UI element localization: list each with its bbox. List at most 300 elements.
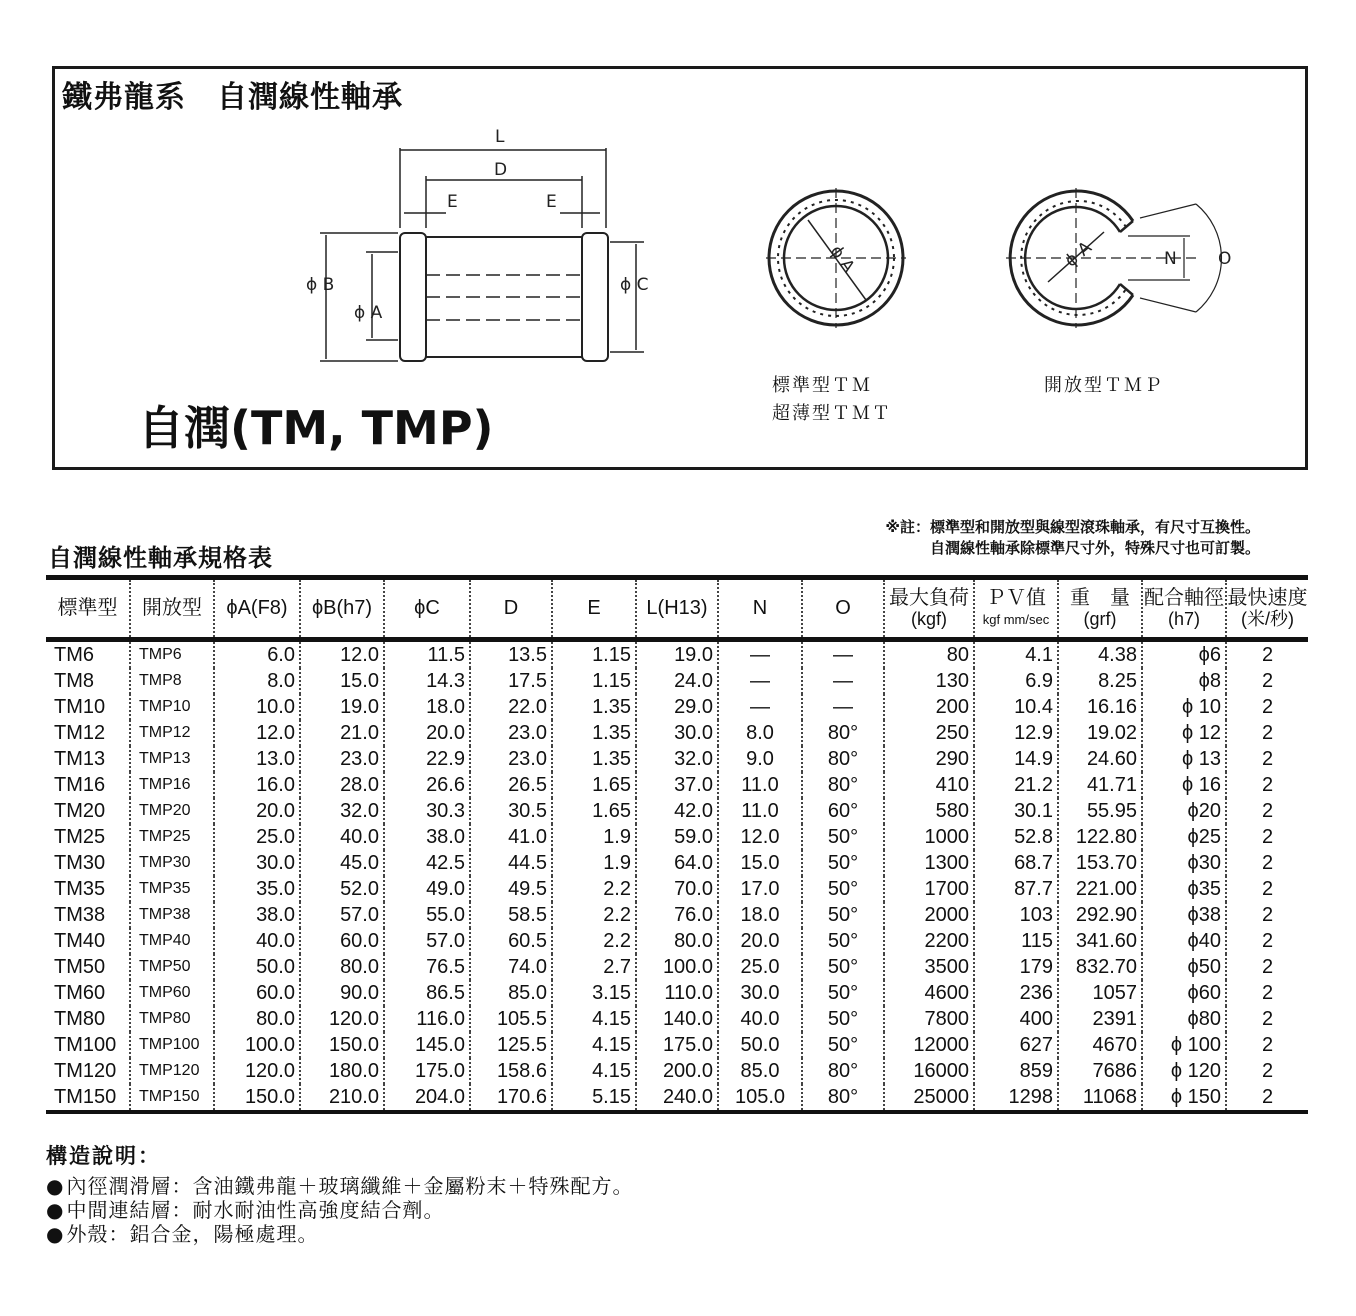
label-E-left: E (447, 192, 458, 212)
table-cell: TM16 (54, 773, 106, 796)
table-cell: 42.0 (636, 798, 718, 824)
table-cell: 23.0 (470, 720, 552, 746)
label-phiC: ϕ C (620, 275, 649, 295)
table-cell: 50° (802, 850, 884, 876)
table-cell: ϕ 10 (1142, 694, 1226, 720)
table-cell: 1.35 (552, 720, 636, 746)
table-cell: 90.0 (300, 980, 384, 1006)
table-cell: 2 (1226, 1032, 1308, 1058)
table-cell: — (802, 694, 884, 720)
table-cell: 200.0 (636, 1058, 718, 1084)
table-cell: 2 (1226, 1058, 1308, 1084)
table-cell: 175.0 (384, 1058, 470, 1084)
table-cell: ϕ 16 (1142, 772, 1226, 798)
table-cell: TM35 (54, 877, 106, 900)
table-row (46, 850, 1308, 876)
table-cell: 23.0 (470, 746, 552, 772)
table-cell: 4.1 (974, 640, 1058, 669)
table-cell: 1.9 (552, 850, 636, 876)
column-header (384, 578, 470, 640)
table-cell: TM25 (54, 825, 106, 848)
table-cell: TM8 (54, 669, 94, 692)
table-cell: 100.0 (636, 954, 718, 980)
table-cell: TM12 (54, 721, 106, 744)
table-cell: 1000 (884, 824, 974, 850)
table-cell: 1.65 (552, 772, 636, 798)
table-cell: 50° (802, 876, 884, 902)
table-cell: 80° (802, 746, 884, 772)
table-cell: 1300 (884, 850, 974, 876)
structure-item-text: 外殼：鋁合金，陽極處理。 (66, 1222, 319, 1246)
table-cell: 37.0 (636, 772, 718, 798)
table-cell: 2.2 (552, 902, 636, 928)
table-cell: TMP30 (130, 850, 214, 876)
table-cell: 76.0 (636, 902, 718, 928)
column-header (884, 578, 974, 640)
column-header-label: 配合軸徑 (1144, 586, 1224, 609)
table-cell: 5.15 (552, 1084, 636, 1112)
table-cell: TM40 (54, 929, 106, 952)
table-cell: 30.3 (384, 798, 470, 824)
table-cell: 8.25 (1058, 668, 1142, 694)
table-cell: 25.0 (214, 824, 300, 850)
table-cell: — (802, 668, 884, 694)
table-cell: ϕ20 (1142, 798, 1226, 824)
table-row (46, 902, 1308, 928)
table-cell: ϕ35 (1142, 876, 1226, 902)
table-cell: 45.0 (300, 850, 384, 876)
table-title: 自潤線性軸承規格表 (48, 544, 273, 572)
table-cell: 57.0 (384, 928, 470, 954)
table-cell: TM100 (54, 1033, 117, 1056)
table-cell: 2 (1226, 980, 1308, 1006)
table-cell: 30.0 (636, 720, 718, 746)
table-row (46, 980, 1308, 1006)
table-cell: — (718, 640, 802, 669)
table-cell: 49.0 (384, 876, 470, 902)
table-cell: 292.90 (1058, 902, 1142, 928)
table-cell: ϕ40 (1142, 928, 1226, 954)
table-cell: 859 (974, 1058, 1058, 1084)
table-cell: 4.15 (552, 1032, 636, 1058)
table-cell: 9.0 (718, 746, 802, 772)
table-cell: TMP13 (130, 746, 214, 772)
table-cell: TMP6 (130, 640, 214, 669)
table-cell: 175.0 (636, 1032, 718, 1058)
column-header-label: 最快速度 (1227, 586, 1308, 609)
table-cell: TMP12 (130, 720, 214, 746)
table-cell: 12.0 (300, 640, 384, 669)
table-cell: 2 (1226, 746, 1308, 772)
table-cell: TM38 (54, 903, 106, 926)
table-cell: 1700 (884, 876, 974, 902)
table-cell: 110.0 (636, 980, 718, 1006)
table-cell: 11.0 (718, 772, 802, 798)
table-cell: 12.0 (718, 824, 802, 850)
table-cell: 8.0 (214, 668, 300, 694)
table-cell: 1.35 (552, 746, 636, 772)
table-cell: 250 (884, 720, 974, 746)
table-cell: 14.3 (384, 668, 470, 694)
table-cell: 2 (1226, 850, 1308, 876)
table-cell: 15.0 (300, 668, 384, 694)
table-cell: 2 (1226, 798, 1308, 824)
table-row (46, 720, 1308, 746)
table-cell: 204.0 (384, 1084, 470, 1112)
table-cell: 1.15 (552, 640, 636, 669)
label-D: D (494, 160, 508, 180)
table-cell: 627 (974, 1032, 1058, 1058)
column-header-unit: (h7) (1167, 608, 1200, 629)
series-title: 鐵弗龍系 自潤線性軸承 (62, 80, 403, 115)
table-cell: 120.0 (214, 1058, 300, 1084)
table-cell: 19.02 (1058, 720, 1142, 746)
table-cell: 80.0 (300, 954, 384, 980)
column-header-label: O (835, 597, 851, 619)
table-cell: 4.38 (1058, 640, 1142, 669)
table-row (46, 694, 1308, 720)
column-header-label: ϕC (414, 597, 440, 619)
table-cell: 25000 (884, 1084, 974, 1112)
table-cell: 20.0 (384, 720, 470, 746)
table-cell: 28.0 (300, 772, 384, 798)
table-cell: — (718, 694, 802, 720)
table-cell: ϕ50 (1142, 954, 1226, 980)
table-cell: ϕ 100 (1142, 1032, 1226, 1058)
table-cell: 130 (884, 668, 974, 694)
column-header (802, 578, 884, 640)
table-cell: 12.0 (214, 720, 300, 746)
table-cell: 580 (884, 798, 974, 824)
column-header (130, 578, 214, 640)
table-cell: 30.0 (718, 980, 802, 1006)
table-cell: 170.6 (470, 1084, 552, 1112)
column-header (300, 578, 384, 640)
column-header (46, 578, 130, 640)
table-cell: 236 (974, 980, 1058, 1006)
table-cell: 57.0 (300, 902, 384, 928)
table-cell: 1298 (974, 1084, 1058, 1112)
label-phiA: ϕ A (354, 303, 383, 323)
table-cell: 30.0 (214, 850, 300, 876)
table-cell: 4.15 (552, 1006, 636, 1032)
table-cell: 158.6 (470, 1058, 552, 1084)
table-cell: 3500 (884, 954, 974, 980)
table-cell: 2 (1226, 824, 1308, 850)
table-cell: 125.5 (470, 1032, 552, 1058)
table-cell: TMP35 (130, 876, 214, 902)
table-cell: 6.0 (214, 640, 300, 669)
table-cell: TM80 (54, 1007, 106, 1030)
table-cell: TMP80 (130, 1006, 214, 1032)
table-cell: 80° (802, 1084, 884, 1112)
table-cell: 2 (1226, 928, 1308, 954)
table-row (46, 1006, 1308, 1032)
table-cell: 85.0 (470, 980, 552, 1006)
table-cell: 24.60 (1058, 746, 1142, 772)
table-cell: 40.0 (300, 824, 384, 850)
column-header (1226, 578, 1308, 640)
table-cell: 16.16 (1058, 694, 1142, 720)
open-ring-diagram (1006, 188, 1221, 328)
table-cell: TM20 (54, 799, 106, 822)
structure-item-text: 內徑潤滑層：含油鐵弗龍＋玻璃纖維＋金屬粉末＋特殊配方。 (66, 1174, 634, 1198)
table-cell: 3.15 (552, 980, 636, 1006)
table-cell: 14.9 (974, 746, 1058, 772)
table-note (885, 517, 1260, 559)
table-cell: 2 (1226, 694, 1308, 720)
table-cell: 2000 (884, 902, 974, 928)
table-row (46, 772, 1308, 798)
bullet-icon: ● (46, 1222, 65, 1246)
table-row (46, 928, 1308, 954)
table-cell: 180.0 (300, 1058, 384, 1084)
table-cell: 1.9 (552, 824, 636, 850)
table-cell: 80° (802, 1058, 884, 1084)
table-cell: 50° (802, 928, 884, 954)
table-header-row (46, 578, 1308, 640)
column-header-unit: (kgf) (911, 608, 947, 629)
table-cell: 11068 (1058, 1084, 1142, 1112)
table-cell: 100.0 (214, 1032, 300, 1058)
table-cell: 40.0 (718, 1006, 802, 1032)
column-header-unit: (grf) (1083, 608, 1117, 629)
table-cell: 52.8 (974, 824, 1058, 850)
table-cell: 4.15 (552, 1058, 636, 1084)
table-cell: 210.0 (300, 1084, 384, 1112)
table-cell: 30.5 (470, 798, 552, 824)
column-header-label: ＰＶ值 (986, 586, 1046, 609)
table-cell: 23.0 (300, 746, 384, 772)
table-cell: 20.0 (214, 798, 300, 824)
table-cell: 2.7 (552, 954, 636, 980)
table-cell: 80.0 (636, 928, 718, 954)
column-header-label: N (752, 597, 768, 619)
table-cell: TM60 (54, 981, 106, 1004)
column-header (718, 578, 802, 640)
table-cell: 32.0 (636, 746, 718, 772)
table-cell: ϕ 13 (1142, 746, 1226, 772)
table-cell: 179 (974, 954, 1058, 980)
table-cell: 38.0 (214, 902, 300, 928)
table-cell: 26.6 (384, 772, 470, 798)
table-cell: 8.0 (718, 720, 802, 746)
column-header-unit: kgf mm/sec (982, 611, 1050, 627)
table-cell: 80° (802, 720, 884, 746)
table-cell: 105.0 (718, 1084, 802, 1112)
table-cell: 64.0 (636, 850, 718, 876)
table-cell: 145.0 (384, 1032, 470, 1058)
table-cell: ϕ 150 (1142, 1084, 1226, 1112)
table-cell: 29.0 (636, 694, 718, 720)
table-cell: 2 (1226, 1006, 1308, 1032)
table-row (46, 954, 1308, 980)
table-cell: TMP120 (130, 1058, 214, 1084)
table-cell: 19.0 (636, 640, 718, 669)
table-cell: 2 (1226, 954, 1308, 980)
table-cell: 221.00 (1058, 876, 1142, 902)
table-cell: 52.0 (300, 876, 384, 902)
column-header (552, 578, 636, 640)
table-cell: 13.0 (214, 746, 300, 772)
table-row (46, 640, 1308, 669)
table-cell: 7800 (884, 1006, 974, 1032)
table-cell: 15.0 (718, 850, 802, 876)
column-header (1142, 578, 1226, 640)
structure-title: 構造說明： (46, 1144, 161, 1168)
column-header (214, 578, 300, 640)
table-cell: 18.0 (718, 902, 802, 928)
table-cell: 2.2 (552, 928, 636, 954)
structure-item-text: 中間連結層：耐水耐油性高強度結合劑。 (66, 1198, 445, 1222)
table-cell: 85.0 (718, 1058, 802, 1084)
table-cell: TMP100 (130, 1032, 214, 1058)
table-cell: 11.5 (384, 640, 470, 669)
product-title: 自潤(TM, TMP) (138, 401, 494, 455)
table-cell: 50.0 (718, 1032, 802, 1058)
table-cell: TMP25 (130, 824, 214, 850)
table-cell: ϕ8 (1142, 668, 1226, 694)
table-cell: 13.5 (470, 640, 552, 669)
table-cell: — (802, 640, 884, 669)
table-row (46, 1058, 1308, 1084)
label-ring-left-phiA: ϕ A (825, 241, 859, 277)
table-cell: 40.0 (214, 928, 300, 954)
table-cell: — (718, 668, 802, 694)
table-cell: 18.0 (384, 694, 470, 720)
table-cell: 120.0 (300, 1006, 384, 1032)
table-cell: 60.5 (470, 928, 552, 954)
table-cell: 122.80 (1058, 824, 1142, 850)
table-cell: 1.65 (552, 798, 636, 824)
column-header-label: ϕA(F8) (226, 597, 288, 619)
table-cell: 55.95 (1058, 798, 1142, 824)
bullet-icon: ● (46, 1174, 65, 1198)
table-cell: ϕ38 (1142, 902, 1226, 928)
table-cell: 87.7 (974, 876, 1058, 902)
table-cell: TMP38 (130, 902, 214, 928)
table-cell: 60° (802, 798, 884, 824)
column-header-unit: (米/秒) (1241, 608, 1294, 629)
label-O: O (1218, 249, 1232, 269)
table-cell: 70.0 (636, 876, 718, 902)
table-cell: 2 (1226, 902, 1308, 928)
table-cell: TMP20 (130, 798, 214, 824)
table-row (46, 1084, 1308, 1112)
table-cell: 41.0 (470, 824, 552, 850)
table-cell: 153.70 (1058, 850, 1142, 876)
table-cell: 410 (884, 772, 974, 798)
table-cell: 58.5 (470, 902, 552, 928)
table-cell: 50° (802, 1032, 884, 1058)
table-cell: 44.5 (470, 850, 552, 876)
table-cell: 12000 (884, 1032, 974, 1058)
table-cell: 2 (1226, 640, 1308, 669)
table-cell: 17.0 (718, 876, 802, 902)
table-cell: TMP10 (130, 694, 214, 720)
table-cell: 59.0 (636, 824, 718, 850)
table-cell: 20.0 (718, 928, 802, 954)
table-cell: 116.0 (384, 1006, 470, 1032)
table-cell: 103 (974, 902, 1058, 928)
column-header (470, 578, 552, 640)
column-header-label: 最大負荷 (889, 586, 969, 609)
table-cell: 32.0 (300, 798, 384, 824)
table-cell: TMP60 (130, 980, 214, 1006)
column-header-label: 標準型 (57, 597, 118, 619)
table-cell: TMP50 (130, 954, 214, 980)
table-cell: 41.71 (1058, 772, 1142, 798)
table-cell: 832.70 (1058, 954, 1142, 980)
table-cell: 2 (1226, 772, 1308, 798)
table-cell: 74.0 (470, 954, 552, 980)
table-cell: 76.5 (384, 954, 470, 980)
table-cell: 26.5 (470, 772, 552, 798)
table-body (46, 640, 1308, 1113)
table-cell: 80 (884, 640, 974, 669)
label-ring-right-phiA: ϕ A (1061, 237, 1096, 272)
table-cell: 4670 (1058, 1032, 1142, 1058)
table-cell: ϕ80 (1142, 1006, 1226, 1032)
column-header (1058, 578, 1142, 640)
table-cell: 86.5 (384, 980, 470, 1006)
table-cell: 105.5 (470, 1006, 552, 1032)
table-cell: ϕ 120 (1142, 1058, 1226, 1084)
table-cell: 50° (802, 902, 884, 928)
table-cell: 80° (802, 772, 884, 798)
table-cell: 1.35 (552, 694, 636, 720)
table-cell: 22.9 (384, 746, 470, 772)
note-line-2: 自潤線性軸承除標準尺寸外，特殊尺寸也可訂製。 (929, 539, 1260, 557)
table-cell: 10.4 (974, 694, 1058, 720)
table-cell: 1057 (1058, 980, 1142, 1006)
table-cell: 21.2 (974, 772, 1058, 798)
table-row (46, 1032, 1308, 1058)
table-cell: ϕ25 (1142, 824, 1226, 850)
table-cell: TM150 (54, 1085, 117, 1108)
table-cell: TM120 (54, 1059, 117, 1082)
table-cell: TM30 (54, 851, 106, 874)
table-cell: 55.0 (384, 902, 470, 928)
side-view-diagram (320, 148, 644, 361)
table-cell: 115 (974, 928, 1058, 954)
table-cell: 60.0 (214, 980, 300, 1006)
table-row (46, 824, 1308, 850)
table-row (46, 746, 1308, 772)
table-cell: 35.0 (214, 876, 300, 902)
table-cell: 68.7 (974, 850, 1058, 876)
table-cell: 400 (974, 1006, 1058, 1032)
column-header-label: 重 量 (1070, 586, 1130, 609)
label-phiB: ϕ B (306, 275, 335, 295)
table-cell: 16000 (884, 1058, 974, 1084)
caption-standard: 標準型ＴＭ (772, 375, 872, 396)
column-header-label: ϕB(h7) (311, 597, 373, 619)
table-cell: 2 (1226, 876, 1308, 902)
table-cell: 2.2 (552, 876, 636, 902)
table-cell: 50.0 (214, 954, 300, 980)
table-cell: 60.0 (300, 928, 384, 954)
table-cell: 25.0 (718, 954, 802, 980)
table-cell: 10.0 (214, 694, 300, 720)
column-header-label: D (503, 597, 519, 619)
table-cell: TM50 (54, 955, 106, 978)
table-cell: 80.0 (214, 1006, 300, 1032)
table-cell: 11.0 (718, 798, 802, 824)
table-cell: 2 (1226, 720, 1308, 746)
label-L: L (495, 127, 505, 147)
table-cell: 6.9 (974, 668, 1058, 694)
